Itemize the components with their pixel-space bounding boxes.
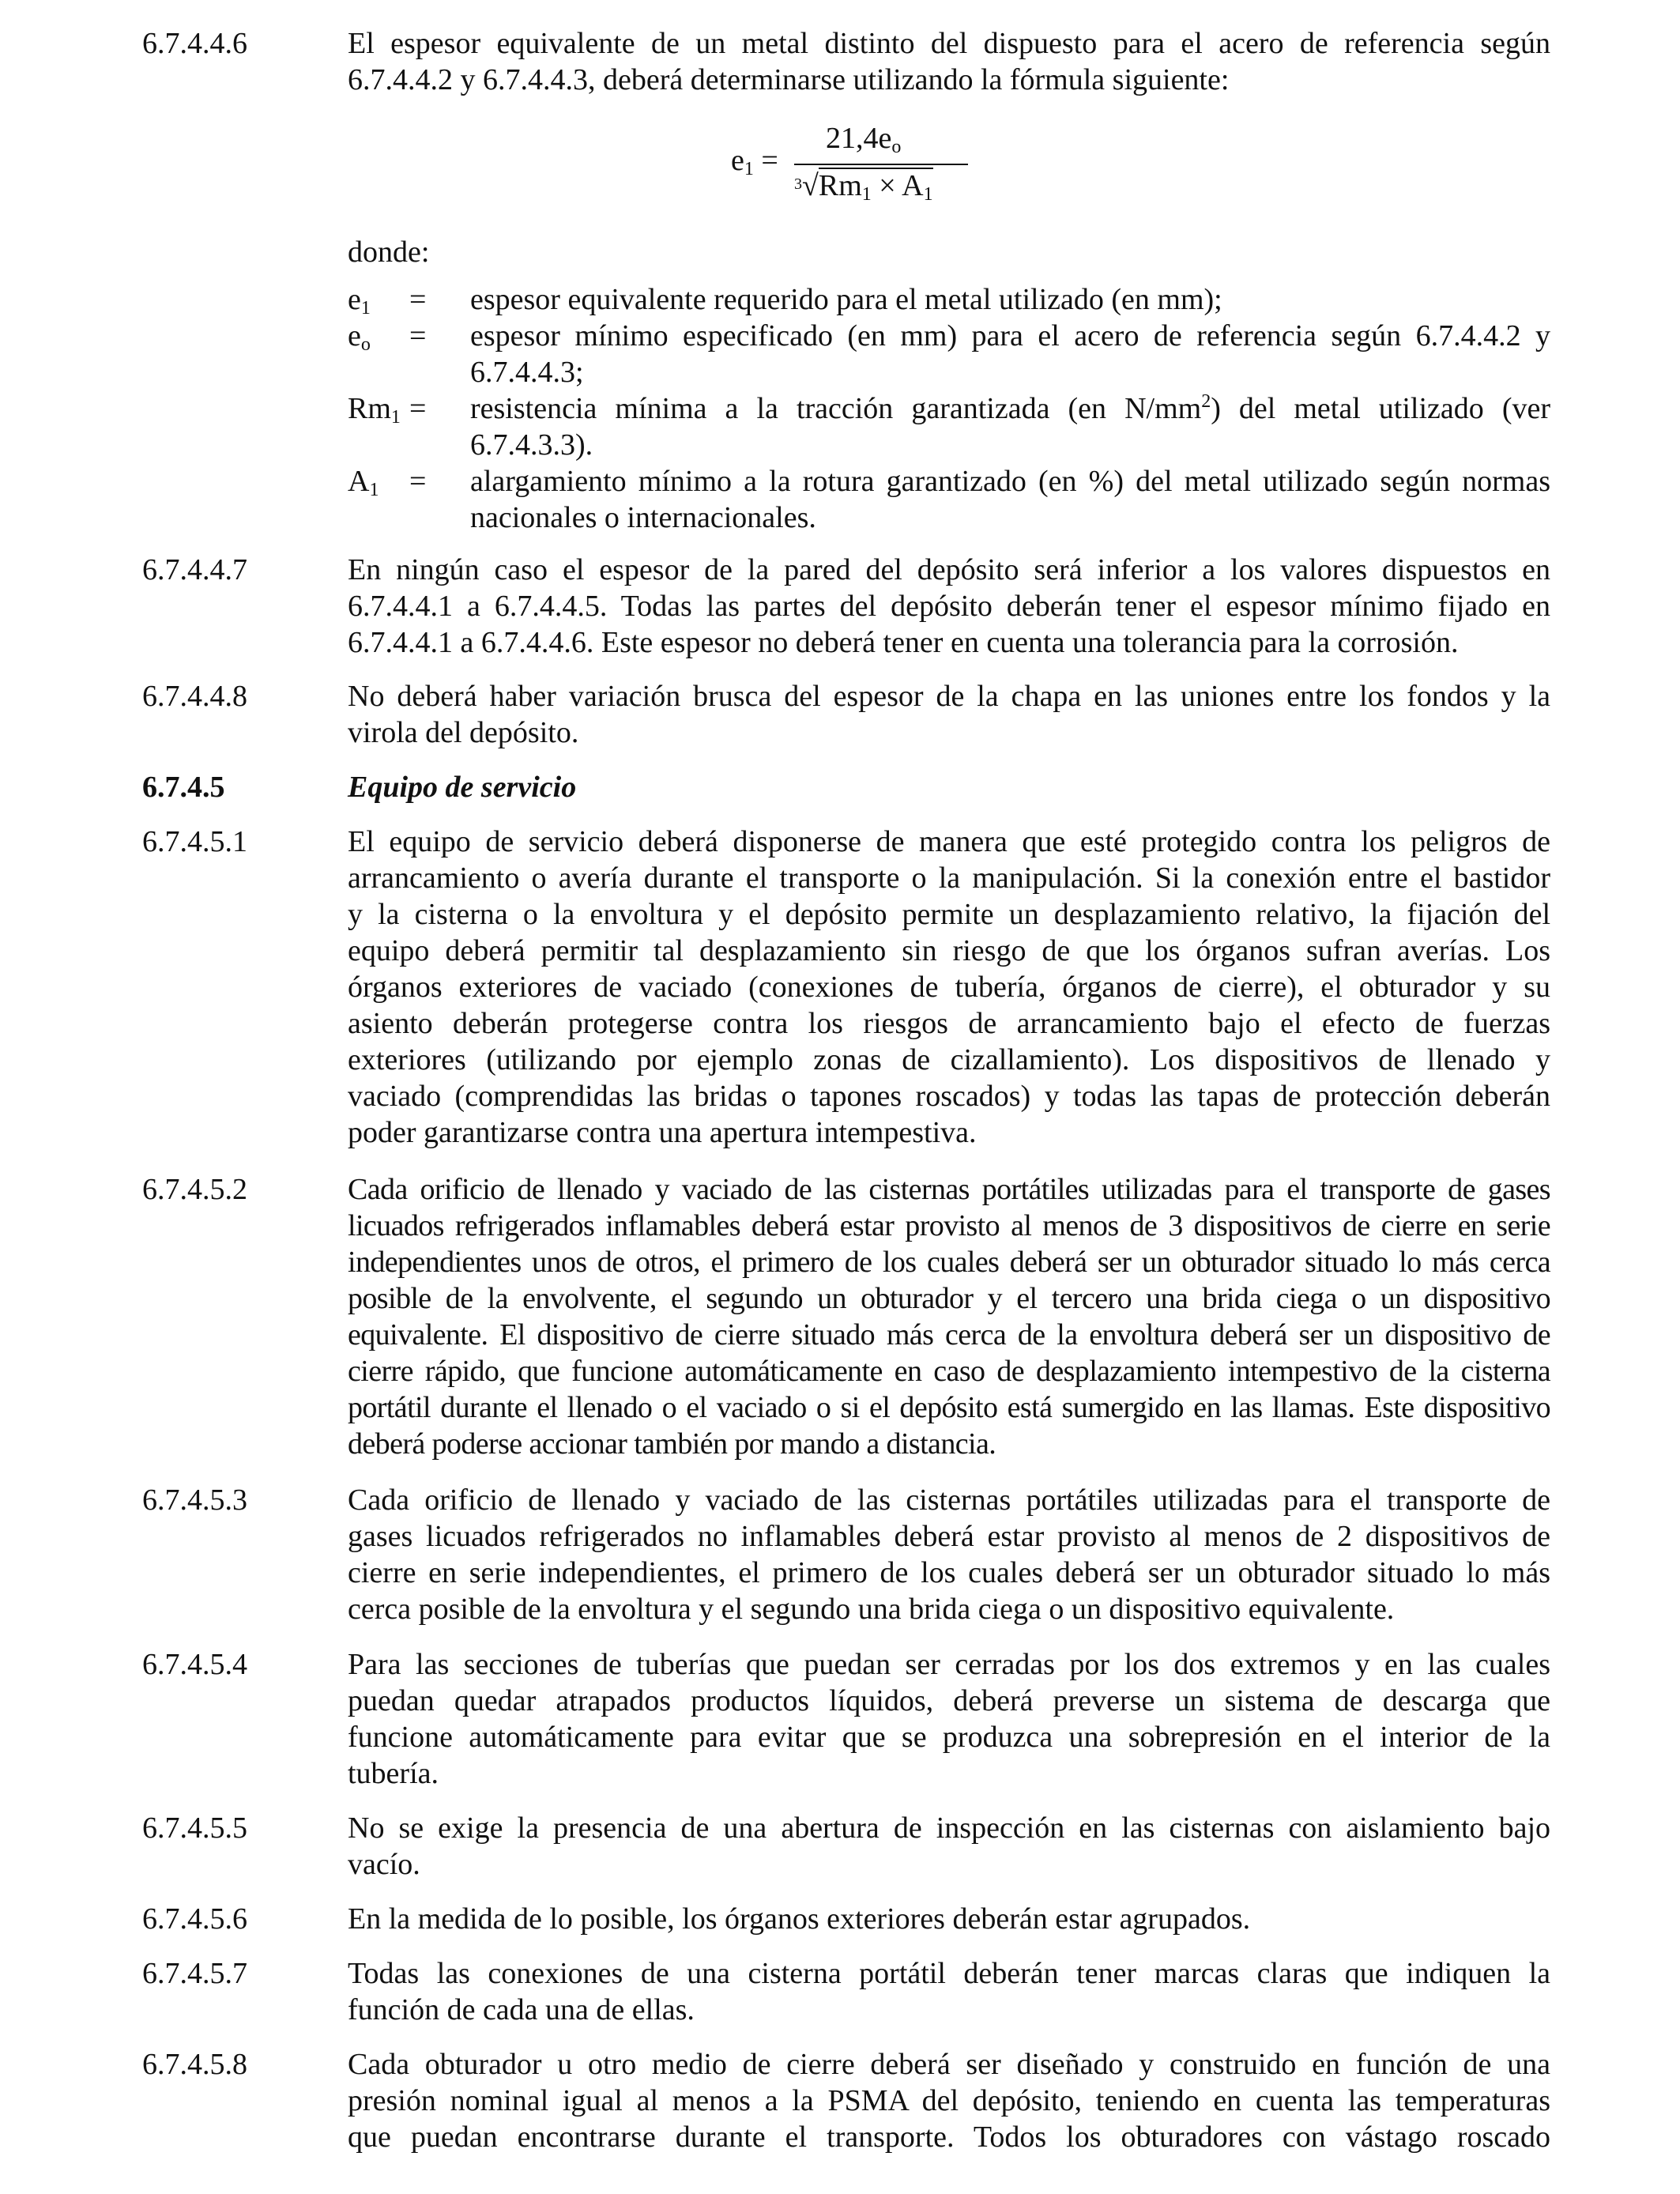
text-line: arrancamiento o avería durante el transporte o la manipulación. Si la conexión entre el bastidor (348, 861, 1550, 895)
paragraph-number: 6.7.4.4.6 (142, 27, 247, 60)
text-line: portátil durante el llenado o el vaciado o si el depósito está sumergido en las llamas. Este dispositivo (348, 1391, 1550, 1424)
paragraph-number: 6.7.4.5.3 (142, 1483, 247, 1517)
document-page: 6.7.4.4.6 El espesor equivalente de un metal distinto del dispuesto para el acero de referencia según 6.7.4.4.2 y 6.7.4.4.3, deberá determinarse utilizando la fórmula siguiente: $e_1$ = $21,4e_o$ $^3√Rm_1 \times A_1$ donde: $e_1$ = espesor equivalente requerido para el metal utilizado (en mm); $e_o$ = espesor mínimo especificado (en mm) para el acero de referencia según 6.7.4.4.2 y 6.7.4.4.3; $Rm_1$ = resistencia mínima a la tracción garantizada (en $N/mm^2$) del metal utilizado (ver 6.7.4.3.3). $A_1$ = alargamiento mínimo a la rotura garantizado (en %) del metal utilizado según normas nacionales o internacionales. 6.7.4.4.7 En ningún caso el espesor de la pared del depósito será inferior a los valores dispuestos en 6.7.4.4.1 a 6.7.4.4.5. Todas las partes del depósito deberán tener el espesor mínimo fijado en 6.7.4.4.1 a 6.7.4.4.6. Este espesor no deberá tener en cuenta una tolerancia para la corrosión. 6.7.4.4.8 No deberá haber variación brusca del espesor de la chapa en las uniones entre los fondos y la virola del depósito. 6.7.4.5 Equipo de servicio 6.7.4.5.1 El equipo de servicio deberá disponerse de manera que esté protegido contra los peligros de arrancamiento o avería durante el transporte o la manipulación. Si la conexión entre el bastidor y la cisterna o la envoltura y el depósito permite un desplazamiento relativo, la fijación del equipo deberá permitir tal desplazamiento sin riesgo de que los órganos sufran averías. Los órganos exteriores de vaciado (conexiones de tubería, órganos de cierre), el obturador y su asiento deberán protegerse contra los riesgos de arrancamiento bajo el efecto de fuerzas exteriores (utilizando por ejemplo zonas de cizallamiento). Los dispositivos de llenado y vaciado (comprendidas las bridas o tapones roscados) y todas las tapas de protección deberán poder garantizarse contra una apertura intempestiva. 6.7.4.5.2 Cada orificio de llenado y vaciado de las cisternas portátiles utilizadas para el transporte de gases licuados refrigerados inflamables deberá estar provisto al menos de 3 dispositivos de cierre en serie independientes unos de otros, el primero de los cuales deberá ser un obturador situado lo más cerca posible de la envolvente, el segundo un obturador y el tercero una brida ciega o un dispositivo equivalente. El dispositivo de cierre situado más cerca de la envoltura deberá ser un dispositivo de cierre rápido, que funcione automáticamente en caso de desplazamiento intempestivo de la cisterna portátil durante el llenado o el vaciado o si el depósito está sumergido en las llamas. Este dispositivo deberá poderse accionar también por mando a distancia. 6.7.4.5.3 Cada orificio de llenado y vaciado de las cisternas portátiles utilizadas para el transporte de gases licuados refrigerados no inflamables deberá estar provisto al menos de 2 dispositivos de cierre en serie independientes, el primero de los cuales deberá ser un obturador situado lo más cerca posible de la envoltura y el segundo una brida ciega o un dispositivo equivalente. 6.7.4.5.4 Para las secciones de tuberías que puedan ser cerradas por los dos extremos y en las cuales puedan quedar atrapados productos líquidos, deberá preverse un sistema de descarga que funcione automáticamente para evitar que se produzca una sobrepresión en el interior de la tubería. 6.7.4.5.5 No se exige la presencia de una abertura de inspección en las cisternas con aislamiento bajo vacío. 6.7.4.5.6 En la medida de lo posible, los órganos exteriores deberán estar agrupados. 6.7.4.5.7 Todas las conexiones de una cisterna portátil deberán tener marcas claras que indiquen la función de cada una de ellas. 6.7.4.5.8 Cada obturador u otro medio de cierre deberá ser diseñado y construido en función de una presión nominal igual al menos a la PSMA del depósito, teniendo en cuenta las temperaturas que puedan encontrarse durante el transporte. Todos los obturadores con vástago roscado (142, 27, 1550, 2154)
paragraph-body (348, 25, 1550, 98)
equivalent-thickness-formula (731, 120, 968, 215)
text-line: que puedan encontrarse durante el transporte. Todos los obturadores con vástago roscado (348, 2120, 1550, 2154)
definition-symbol: $A_1$ (348, 465, 379, 500)
text-line: licuados refrigerados inflamables deberá estar provisto al menos de 3 dispositivos de cierre en serie (348, 1209, 1550, 1242)
text-line: Cada orificio de llenado y vaciado de las cisternas portátiles utilizadas para el transporte de (348, 1483, 1550, 1517)
text-line: posible de la envolvente, el segundo un obturador y el tercero una brida ciega o un dispositivo (348, 1282, 1550, 1315)
definition-text: nacionales o internacionales. (470, 501, 816, 534)
definition-text: resistencia mínima a la tracción garantizada (en $N/mm^2$) del metal utilizado (ver (470, 391, 1550, 425)
definition-text: 6.7.4.3.3). (470, 428, 593, 462)
text-line: Todas las conexiones de una cisterna portátil deberán tener marcas claras que indiquen la (348, 1957, 1550, 1990)
paragraph-number: 6.7.4.5.2 (142, 1173, 247, 1206)
text-line: No se exige la presencia de una abertura de inspección en las cisternas con aislamiento bajo (348, 1811, 1550, 1845)
fraction-bar (794, 164, 968, 165)
text-line: virola del depósito. (348, 716, 579, 749)
section-title: Equipo de servicio (348, 771, 577, 804)
text-line: función de cada una de ellas. (348, 1993, 695, 2026)
text-line: puedan quedar atrapados productos líquidos, deberá preverse un sistema de descarga que (348, 1684, 1550, 1717)
text-line: En ningún caso el espesor de la pared del depósito será inferior a los valores dispuestos en (348, 553, 1550, 586)
section-number: 6.7.4.5 (142, 771, 225, 804)
text-line: vaciado (comprendidas las bridas o tapones roscados) y todas las tapas de protección deberán (348, 1080, 1550, 1113)
text-line: tubería. (348, 1757, 439, 1790)
text-line: deberá poderse accionar también por mando a distancia. (348, 1427, 996, 1461)
paragraph-number: 6.7.4.5.7 (142, 1957, 247, 1990)
definition-text: alargamiento mínimo a la rotura garantizado (en %) del metal utilizado según normas (470, 465, 1550, 498)
radical-sign: √ (802, 169, 819, 202)
paragraph-number: 6.7.4.4.8 (142, 680, 247, 713)
definition-symbol: $e_1$ (348, 283, 371, 319)
formula-numerator: $21,4e_o$ (826, 122, 902, 157)
text-line: equipo deberá permitir tal desplazamiento sin riesgo de que los órganos sufran averías. Los (348, 934, 1550, 967)
text-line: asiento deberán protegerse contra los riesgos de arrancamiento bajo el efecto de fuerzas (348, 1007, 1550, 1040)
definition-symbol: $e_o$ (348, 319, 371, 355)
definition-text: espesor mínimo especificado (en mm) para el acero de referencia según 6.7.4.4.2 y (470, 319, 1550, 352)
text-line: poder garantizarse contra una apertura intempestiva. (348, 1116, 977, 1149)
formula-lhs: $e_1$ = (731, 144, 778, 179)
text-line: El equipo de servicio deberá disponerse de manera que esté protegido contra los peligros de (348, 825, 1550, 858)
donde-label: donde: (348, 236, 430, 269)
definition-text: espesor equivalente requerido para el metal utilizado (en mm); (470, 283, 1222, 316)
text-line: exteriores (utilizando por ejemplo zonas de cizallamiento). Los dispositivos de llenado y (348, 1043, 1550, 1076)
text-line: vacío. (348, 1848, 420, 1881)
text-line: No deberá haber variación brusca del espesor de la chapa en las uniones entre los fondos y la (348, 680, 1550, 713)
paragraph-number: 6.7.4.4.7 (142, 553, 247, 586)
text-line: gases licuados refrigerados no inflamables deberá estar provisto al menos de 2 dispositivos de (348, 1520, 1550, 1553)
text-line: cierre en serie independientes, el primero de los cuales deberá ser un obturador situado lo más (348, 1556, 1550, 1589)
text-line: equivalente. El dispositivo de cierre situado más cerca de la envoltura deberá ser un dispositivo de (348, 1318, 1550, 1351)
text-line: En la medida de lo posible, los órganos exteriores deberán estar agrupados. (348, 1902, 1251, 1936)
formula-denominator: $^3√Rm_1 \times A_1$ (794, 169, 933, 205)
paragraph-number: 6.7.4.5.4 (142, 1648, 247, 1681)
text-line: 6.7.4.4.1 a 6.7.4.4.6. Este espesor no deberá tener en cuenta una tolerancia para la corrosión. (348, 626, 1459, 659)
paragraph-number: 6.7.4.5.5 (142, 1811, 247, 1845)
text-line: 6.7.4.4.2 y 6.7.4.4.3, deberá determinarse utilizando la fórmula siguiente: (348, 63, 1230, 96)
text-line: cerca posible de la envoltura y el segundo una brida ciega o un dispositivo equivalente. (348, 1593, 1395, 1626)
paragraph-number: 6.7.4.5.1 (142, 825, 247, 858)
paragraph-number: 6.7.4.5.6 (142, 1902, 247, 1936)
text-line: y la cisterna o la envoltura y el depósito permite un desplazamiento relativo, la fijación del (348, 898, 1550, 931)
definition-text: 6.7.4.4.3; (470, 356, 584, 389)
text-line: presión nominal igual al menos a la PSMA del depósito, teniendo en cuenta las temperaturas (348, 2084, 1550, 2117)
paragraph-number: 6.7.4.5.8 (142, 2048, 247, 2081)
definition-symbol: $Rm_1$ (348, 392, 401, 428)
text-line: independientes unos de otros, el primero de los cuales deberá ser un obturador situado lo más cerca (348, 1246, 1550, 1279)
text-line: 6.7.4.4.1 a 6.7.4.4.5. Todas las partes del depósito deberán tener el espesor mínimo fijado en (348, 590, 1550, 623)
text-line: Cada orificio de llenado y vaciado de las cisternas portátiles utilizadas para el transporte de gases (348, 1173, 1550, 1206)
text-line: órganos exteriores de vaciado (conexiones de tubería, órganos de cierre), el obturador y su (348, 971, 1550, 1004)
text-line: Para las secciones de tuberías que puedan ser cerradas por los dos extremos y en las cuales (348, 1648, 1550, 1681)
text-line: Cada obturador u otro medio de cierre deberá ser diseñado y construido en función de una (348, 2048, 1550, 2081)
text-line: funcione automáticamente para evitar que se produzca una sobrepresión en el interior de la (348, 1721, 1550, 1754)
text-line: cierre rápido, que funcione automáticamente en caso de desplazamiento intempestivo de la cisterna (348, 1355, 1550, 1388)
text-line: El espesor equivalente de un metal distinto del dispuesto para el acero de referencia según (348, 27, 1550, 60)
